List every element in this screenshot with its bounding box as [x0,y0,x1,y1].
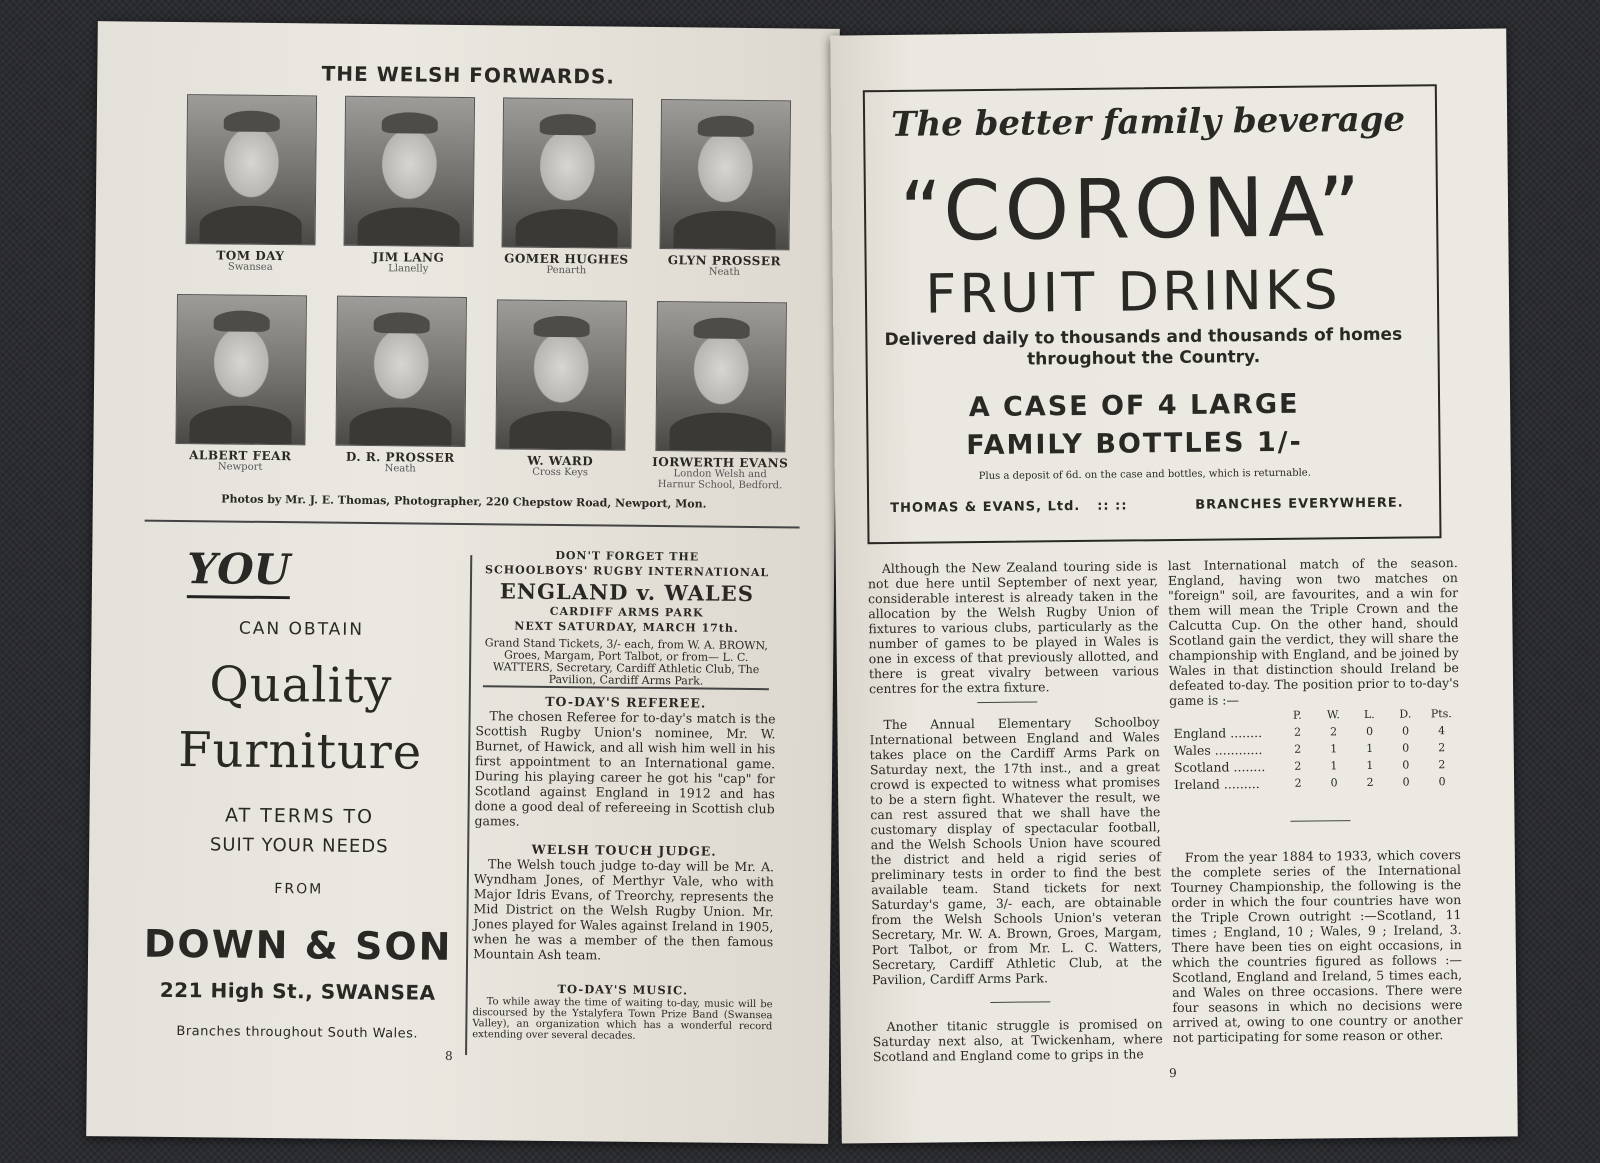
photo-credit: Photos by Mr. J. E. Thomas, Photographer, 220 Chepstow Road, Newport, Mon. [221,492,707,511]
lost: 1 [1366,741,1374,755]
dot-leader: ........ [1233,759,1266,775]
player-photo [660,99,792,250]
quality-text: Quality [209,656,393,715]
schoolboys-match: ENGLAND v. WALES [499,578,755,607]
player-name: ALBERT FEAR [189,448,292,464]
page-number: 8 [444,1048,453,1063]
table-row [1170,773,1460,793]
terms-text: AT TERMS TO [224,804,375,829]
schoolboys-tickets: Grand Stand Tickets, 3/- each, from W. A. BROWN, Groes, Margam, Port Talbot, or from— L. C. WATTERS, Secretary, Cardiff Athletic Club, The Pavilion, Cardiff Arms Park. [484,636,768,688]
schoolboys-line1: DON'T FORGET THE [555,548,700,564]
player-name: IORWERTH EVANS [652,454,789,471]
player-name: GOMER HUGHES [504,251,629,267]
ad-tagline: The better family beverage [890,99,1406,145]
team-name: England [1173,725,1227,742]
player-club: Newport [217,461,263,473]
player-club: Penarth [546,264,587,277]
points: 2 [1438,741,1446,755]
referee-section [474,693,775,831]
schoolboy-paragraph: The Annual Elementary Schoolboy International between England and Wales takes place on the Cardiff Arms Park on Saturday next, the 17th inst., and a great crowd is expected to witness what promises to be a stern fight. Whatever the result, we can rest assured that we shall have the customary display of spectacular football, and the Welsh Schools Union have scoured the district and held a rigid series of preliminary tests in order to find the best available team. Stand tickets for next Saturday's game, 3/- each, are obtainable from the Welsh Schools Union's veteran Secretary, Mr. W. A. Brown, Groes, Margam, Port Talbot, or from Mr. L. C. Watters, Secretary, Cardiff Athletic Club, at the Pavilion, Cardiff Arms Park. [869,714,1163,988]
header-played: P. [1292,708,1302,722]
ad-case-line1: A CASE OF 4 LARGE [968,388,1300,424]
you-heading: YOU [187,544,291,599]
drawn: 0 [1402,775,1410,789]
drawn: 0 [1401,724,1410,738]
touch-judge-section [473,841,774,964]
ad-product: FRUIT DRINKS [924,258,1341,326]
player-club: Neath [708,266,740,278]
music-text: To while away the time of waiting to-day, music will be discoursed by the Ystalyfera Town Prize Band (Swansea Valley), an organization which has a wonderful record extending over several decades. [472,996,773,1042]
player-card [165,294,317,474]
schoolboys-venue: CARDIFF ARMS PARK [549,604,704,620]
player-name: W. WARD [527,453,594,469]
player-club: Swansea [227,261,273,273]
from-text: FROM [274,881,324,898]
lost: 2 [1366,775,1374,789]
header-won: W. [1326,708,1340,722]
short-divider [977,701,1037,703]
won: 1 [1330,742,1338,756]
player-photo [344,96,476,247]
dot-leader: ......... [1223,776,1260,792]
ad-firm: THOMAS & EVANS, Ltd. [890,498,1081,516]
ad-separator: :: :: [1097,498,1128,514]
player-photo [655,301,787,452]
referee-heading: TO-DAY'S REFEREE. [545,693,707,711]
schoolboys-line2: SCHOOLBOYS' RUGBY INTERNATIONAL [485,563,770,580]
touch-judge-text: The Welsh touch judge to-day will be Mr. A. Wyndham Jones, of Merthyr Vale, who with Major Idris Evans, of Treorchy, represents the Mid District on the Welsh Rugby Union. Mr. Jones played for Wales against Ireland in 1905, when he was a member of the then famous Mountain Ash team. [473,856,775,963]
ad-brand: “CORONA” [899,159,1365,260]
team-name: Ireland [1174,776,1220,793]
short-divider [990,1001,1050,1003]
referee-text: The chosen Referee for to-day's match is the Scottish Rugby Union's nominee, Mr. W. Burnet, of Hawick, and all wish him well in his first appointment to an International game. During his playing career he got his "cap" for Scotland against England in 1912 and has done a good deal of refereeing in Scottish club games. [474,708,776,829]
player-card [333,96,485,276]
can-obtain: CAN OBTAIN [238,618,365,640]
drawn: 0 [1402,741,1410,755]
nz-tour-paragraph: Although the New Zealand touring side is not due here until September of next year, considerable interest is already taken in the allocation by the Welsh Rugby Union of fixtures to various clubs, particularly as the number of games to be played in Wales is one in excess of that previously allotted, and there is great vivalry between various centres for the extra fixture. [867,558,1159,697]
calcutta-paragraph: last International match of the season. England, having won two matches on "foreign" soil, are favourites, and a win for them will mean the Triple Crown and the Calcutta Cup. On the other hand, should Scotland gain the verdict, they will share the championship with England, and be joined by Wales in that distinction should Ireland be defeated to-day. The position prior to to-day's game is :— [1167,555,1460,709]
page-number: 9 [1169,1065,1177,1081]
company-address: 221 High St., SWANSEA [159,977,436,1005]
points: 2 [1438,758,1446,772]
header-drawn: D. [1399,707,1412,721]
music-section [472,981,773,1043]
player-club-2: Harnur School, Bedford. [657,479,783,492]
dot-leader: ........ [1230,725,1263,741]
welsh-forwards-title: THE WELSH FORWARDS. [321,61,616,89]
ad-case-line2: FAMILY BOTTLES 1/- [966,426,1303,462]
player-card [649,99,801,279]
music-heading: TO-DAY'S MUSIC. [557,982,689,998]
won: 2 [1329,725,1338,739]
played: 2 [1294,759,1302,773]
short-divider [1290,820,1350,822]
player-card [491,97,643,277]
player-name: GLYN PROSSER [667,253,782,269]
lost: 0 [1365,724,1374,738]
company-name: DOWN & SON [143,921,453,969]
dot-leader: ............ [1214,742,1263,758]
player-club: London Welsh and [673,468,767,481]
player-name: TOM DAY [216,248,285,264]
played: 2 [1293,725,1302,739]
twickenham-paragraph: Another titanic struggle is promised on Saturday next also, at Twickenham, where Scotland and England come to grips in the [872,1016,1163,1065]
schoolboys-notice [476,547,777,688]
touch-judge-heading: WELSH TOUCH JUDGE. [531,841,717,859]
player-club: Neath [384,463,416,475]
player-photo [502,97,634,248]
player-name: D. R. PROSSER [345,449,455,465]
ad-case [894,385,1375,466]
suit-text: SUIT YOUR NEEDS [209,834,389,858]
lost: 1 [1366,758,1374,772]
divider [145,520,800,529]
team-name: Scotland [1173,759,1230,776]
ad-deposit: Plus a deposit of 6d. on the case and bottles, which is returnable. [978,467,1311,483]
points: 0 [1438,775,1446,789]
team-name: Wales [1173,742,1211,759]
points: 4 [1437,724,1446,738]
won: 0 [1330,776,1338,790]
ad-delivered: Delivered daily to thousands and thousands of homes throughout the Country. [884,324,1403,370]
schoolboys-date: NEXT SATURDAY, MARCH 17th. [514,619,739,635]
player-card [645,301,797,492]
player-photo [335,296,467,447]
ad-branches: BRANCHES EVERYWHERE. [1195,495,1404,513]
played: 2 [1294,776,1302,790]
player-card [485,299,637,479]
player-club: Cross Keys [532,466,589,479]
triple-crown-paragraph: From the year 1884 to 1933, which covers the complete series of the International Tourney Championship, the following is the order in which the four countries have won the Triple Crown outright :—Scotland, 11 times ; England, 10 ; Wales, 9 ; Ireland, 3. There have been ties on eight occasions, in which the countries figured as follows :— Scotland, England and Ireland, 5 times each, and Wales on three occasions. There were four seasons in which no decisions were arrived at, owing to one country or another not participating for some reason or other. [1170,847,1463,1046]
furniture-text: Furniture [177,722,423,781]
player-card [175,94,327,274]
player-photo [186,94,318,245]
left-page [86,21,840,1144]
played: 2 [1294,742,1302,756]
player-card [325,296,477,476]
player-club: Llanelly [388,263,429,275]
standings-table [1169,705,1460,793]
right-page [830,28,1518,1143]
branches-text: Branches throughout South Wales. [176,1024,419,1042]
player-photo [495,299,627,450]
header-points: Pts. [1430,707,1452,721]
won: 1 [1330,759,1338,773]
header-lost: L. [1363,707,1375,722]
player-photo [175,294,307,445]
drawn: 0 [1402,758,1410,772]
player-name: JIM LANG [372,250,445,265]
